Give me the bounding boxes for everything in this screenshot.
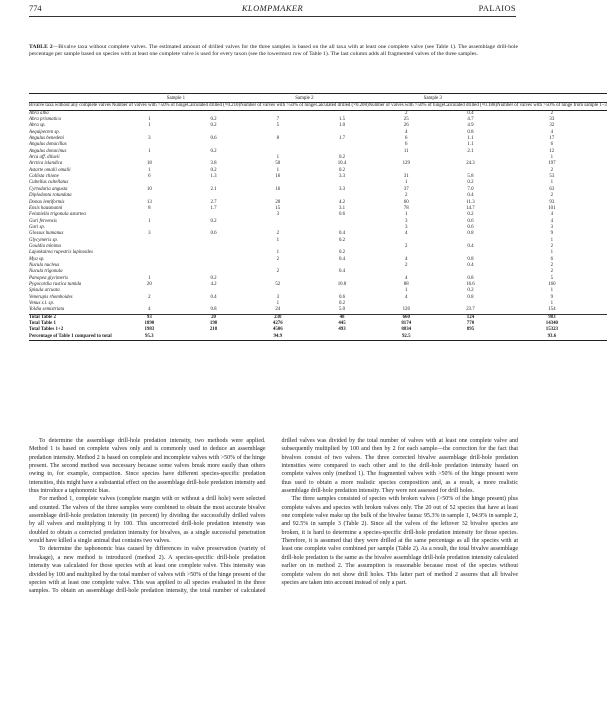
table-cell: 3.3 bbox=[338, 174, 346, 180]
table-cell: 13 bbox=[146, 199, 152, 205]
table-cell: 4 bbox=[550, 218, 554, 224]
total-label: Total Table 2 bbox=[29, 314, 112, 321]
taxon-name: Nucula trigonula bbox=[29, 269, 63, 275]
taxon-name: Abra sp. bbox=[29, 123, 46, 129]
table-cell: 0.2 bbox=[210, 117, 217, 123]
table-cell: 0.2 bbox=[467, 212, 474, 218]
table-cell: 4.2 bbox=[210, 281, 217, 287]
column-header: Calculated drilled (×0.210) bbox=[186, 103, 241, 109]
table-cell: 0.6 bbox=[338, 294, 346, 300]
table-cell: 3 bbox=[550, 224, 554, 230]
body-paragraph: To determine the taphonomic bias caused by differences in valve preservation (variety of breakage), a new method is introduced (method 2). A species-specific drill-hole predation intensity was calculated for those species with at least one complete valve. This intensity was divided by 100 and multiplied by the total number of valves with >50% of the hinge present of the species with at least one complete valve. This was applied to all species evaluated in the three samples. To obtain an assemblage drill-hole predation intensity, the total number of calculated drilled valves was divided by the total number of valves with at least one complete valve and subsequently multiplied by 100 and then by 2 for each sample—the correction for the fact that bivalves consist of two valves. The three corrected bivalve assemblage drill-hole predation intensities were compared to each other and to the drill-hole predation intensity based on complete valves only (method 1). The fragmented valves with >50% of the hinge present were thus used to obtain a more realistic species composition and, as a result, a more realistic assemblage drill-hole predation intensity. They were not assessed for drill holes. bbox=[29, 438, 518, 595]
table-cell: 1 bbox=[276, 155, 280, 161]
table-cell: 1 bbox=[550, 237, 554, 243]
table-cell: 3 bbox=[148, 231, 151, 237]
table-cell: 0.2 bbox=[338, 155, 346, 161]
table-cell: 1 bbox=[276, 167, 280, 173]
table-cell: 2 bbox=[550, 262, 554, 268]
table-cell: 6 bbox=[550, 142, 554, 148]
table-cell: 33 bbox=[549, 117, 555, 123]
table-cell: 12 bbox=[549, 148, 555, 154]
table-cell: 3 bbox=[405, 224, 408, 230]
table-cell: 160 bbox=[548, 281, 556, 287]
table-cell: 15323 bbox=[545, 327, 558, 333]
table-cell: 0.4 bbox=[210, 294, 217, 300]
column-header: Calculated drilled (×0.188) bbox=[443, 103, 498, 109]
group-sample-2: Sample 2 bbox=[240, 96, 368, 103]
table-cell: 4 bbox=[148, 307, 151, 313]
table-caption-text: —Bivalve taxa without complete valves. The estimated amount of drilled valves for the three samples is based on the all taxa with at least one complete valve (see Table 1). The assemblage drill-hole percentage per sample based on species with at least one complete valve is used for every taxon (see the lowermost row of Table 1). The last column adds all fragmented valves of the three samples. bbox=[29, 44, 518, 58]
taxon-name: Panopea glycimeris bbox=[29, 275, 68, 281]
table-cell: 4.7 bbox=[467, 117, 474, 123]
table-cell: 124 bbox=[444, 314, 497, 321]
table-cell: 10 bbox=[146, 186, 152, 192]
table-cell: 4 bbox=[550, 212, 554, 218]
table-cell: 37 bbox=[403, 186, 409, 192]
table-cell: 0.2 bbox=[210, 167, 217, 173]
table-cell: 445 bbox=[338, 321, 346, 327]
table-cell: 3 bbox=[276, 212, 280, 218]
table-cell: 0.4 bbox=[467, 193, 474, 199]
taxon-name: Venus s.l. sp. bbox=[29, 301, 55, 306]
table-cell: 0.2 bbox=[338, 301, 346, 306]
table-cell: 1.7 bbox=[338, 136, 346, 142]
body-text bbox=[29, 437, 518, 596]
table-cell: 63 bbox=[549, 186, 555, 192]
table-cell: 94.9 bbox=[240, 334, 315, 341]
running-header bbox=[29, 4, 516, 17]
table-cell: 15 bbox=[275, 205, 281, 211]
taxon-name: Nucula nucleus bbox=[29, 262, 60, 268]
taxon-name: Lajonkairea rupestris lapinoides bbox=[29, 250, 93, 256]
table-cell: 1 bbox=[550, 250, 554, 256]
table-cell: 0.6 bbox=[338, 212, 346, 218]
table-cell: 129 bbox=[402, 161, 410, 167]
table-cell: 218 bbox=[209, 327, 218, 333]
table-cell: 14.7 bbox=[466, 205, 475, 211]
taxon-name: Arctica islandica bbox=[29, 161, 63, 167]
table-cell bbox=[187, 334, 240, 341]
table-cell: 1 bbox=[276, 301, 280, 306]
table-cell: 0.2 bbox=[210, 275, 217, 281]
table-cell: 6 bbox=[405, 142, 408, 148]
table-cell: 24.3 bbox=[466, 161, 475, 167]
taxon-name: Gari fervensis bbox=[29, 218, 57, 224]
taxon-name: Felaniella trigonula astartea bbox=[29, 212, 86, 218]
taxon-name: Diplodonta rotundata bbox=[29, 193, 72, 199]
table-cell: 1 bbox=[550, 180, 554, 186]
table-cell: 0.2 bbox=[467, 288, 474, 294]
table-cell: 50 bbox=[275, 161, 281, 167]
table-cell: 2 bbox=[550, 193, 554, 199]
table-cell: 32 bbox=[549, 123, 555, 129]
table-cell: 93.6 bbox=[497, 334, 607, 341]
body-paragraph: The three samples consisted of species with broken valves (>50% of the hinge present) plus complete valves and species with broken valves only. The 20 out of 52 species that have at least one complete valve make up the bulk of the bivalve fauna: 95.3% in sample 1, 94.9% in sample 2, and 92.5% in sample 3 (Table 2). Since all the valves of the leftover 32 bivalve species are broken, it is hard to determine a species-specific drill-hole predation intensity for those species. Therefore, it is assumed that they were drilled at the same percentage as all the species with at least one complete valve combined per sample (Table 2). As a result, the total bivalve assemblage drill-hole predation is the same as the bivalve assemblage drill-hole predation intensity calculated earlier on in method 2. The assumption is reasonable because most of the species without complete valves do not show drill holes. This latter part of method 2 assures that all bivalve species are taken into account instead of only a part. bbox=[281, 496, 518, 586]
table-cell: 10.8 bbox=[337, 281, 347, 287]
table-cell: 0.4 bbox=[467, 262, 474, 268]
table-cell: 154 bbox=[548, 307, 556, 313]
table-cell: 1 bbox=[148, 167, 151, 173]
column-header: Number of valves with >50% of hinge bbox=[240, 103, 316, 109]
table-row bbox=[29, 307, 607, 314]
page-number: 774 bbox=[29, 4, 42, 13]
table-cell: 4.9 bbox=[467, 123, 474, 129]
table-cell: 1 bbox=[405, 288, 408, 294]
table-cell: 2 bbox=[276, 269, 280, 275]
table-cell: 4.2 bbox=[338, 199, 346, 205]
table-cell bbox=[187, 110, 240, 117]
table-cell: 1 bbox=[550, 155, 554, 161]
taxon-name: Astarte omalii omalii bbox=[29, 167, 71, 173]
table-cell: 4506 bbox=[272, 327, 283, 333]
taxon-name: Gari sp. bbox=[29, 224, 46, 230]
column-header: Number of valves with >50% of hinge bbox=[368, 103, 444, 109]
table-cell: 0.4 bbox=[338, 269, 346, 275]
table-cell: 230 bbox=[240, 314, 315, 321]
table-cell: 1.1 bbox=[467, 136, 474, 142]
taxon-name: Aequipecten sp. bbox=[29, 129, 60, 135]
taxon-name: Cultellus cultellatus bbox=[29, 180, 69, 186]
table-cell: 0.8 bbox=[467, 256, 474, 262]
table-cell: 101 bbox=[548, 205, 556, 211]
table-cell: 0.2 bbox=[210, 148, 217, 154]
table-cell: 4 bbox=[405, 256, 408, 262]
table-cell: 1.0 bbox=[338, 123, 346, 129]
table-cell: 1.5 bbox=[338, 117, 346, 123]
table-cell: 8834 bbox=[401, 327, 412, 333]
table-cell: 5.8 bbox=[467, 174, 474, 180]
total-label: Total Tables 1+2 bbox=[29, 327, 64, 333]
table-cell: 0.2 bbox=[338, 250, 346, 256]
table-cell: 0.4 bbox=[338, 256, 346, 262]
table-cell bbox=[240, 110, 315, 117]
table-cell: 1983 bbox=[144, 327, 155, 333]
table-cell: 0.8 bbox=[210, 307, 217, 313]
table-cell: 1.7 bbox=[210, 205, 217, 211]
table-caption-label: TABLE 2 bbox=[29, 44, 53, 50]
table-cell: 0.2 bbox=[467, 180, 474, 186]
taxon-name: Angulus benedeni bbox=[29, 136, 64, 142]
table-cell: 20 bbox=[275, 199, 281, 205]
total-label: Percentage of Table 1 compared to total bbox=[29, 333, 112, 339]
table-cell: 0.8 bbox=[467, 275, 474, 281]
total-row bbox=[29, 314, 607, 321]
table-cell: 20 bbox=[146, 281, 152, 287]
table-cell: 3 bbox=[405, 218, 408, 224]
table-cell: 23.7 bbox=[466, 307, 475, 313]
taxon-name: Yoldia semistriata bbox=[29, 307, 65, 313]
table-cell: 1 bbox=[148, 117, 151, 123]
table-cell bbox=[315, 110, 368, 117]
table-cell bbox=[444, 334, 497, 341]
table-cell: 16 bbox=[275, 186, 281, 192]
taxon-name: Angulus donacillus bbox=[29, 142, 67, 148]
table-cell: 5 bbox=[550, 275, 554, 281]
taxon-name: Abra alba bbox=[29, 110, 49, 116]
table-cell: 93 bbox=[549, 199, 555, 205]
table-cell: 1 bbox=[405, 212, 408, 218]
table-cell: 0.6 bbox=[467, 224, 474, 230]
table-cell: 5 bbox=[276, 123, 280, 129]
table-cell: 2 bbox=[550, 243, 554, 249]
table-cell: 2 bbox=[405, 243, 408, 249]
table-cell: 3 bbox=[148, 136, 151, 142]
taxon-name: Ensis hausmanni bbox=[29, 205, 63, 211]
table-cell: 31 bbox=[403, 174, 409, 180]
table-cell: 9 bbox=[550, 294, 554, 300]
table-cell: 3 bbox=[276, 294, 280, 300]
column-header: Number of valves with >50% of hinge from sample 1–3 bbox=[497, 103, 607, 109]
table-cell: 9 bbox=[550, 231, 554, 237]
table-caption bbox=[29, 44, 518, 59]
taxon-name: Glycymeris sp. bbox=[29, 237, 59, 243]
table-cell: 0.4 bbox=[467, 110, 474, 116]
table-cell: 126 bbox=[402, 307, 410, 313]
table-cell: 1 bbox=[148, 148, 151, 154]
taxon-name: Pygocardia rustica tumida bbox=[29, 281, 82, 287]
column-header: Calculated drilled (×0.208) bbox=[315, 103, 369, 109]
table-cell: 197 bbox=[548, 161, 556, 167]
running-head-author: KLOMPMAKER bbox=[241, 4, 304, 13]
table-cell: 8 bbox=[276, 136, 280, 142]
body-paragraph: For method 1, complete valves (complete margin with or without a drill hole) were selected and counted. The valves of the three samples were combined to obtain the most accurate bivalve assemblage drill-hole predation intensity (in percent) by dividing the successfully drilled valves by all valves and multiplying it by 100. This uncorrected drill-hole predation intensity was doubled to obtain a corrected predation intensity for bivalves, as a single successful penetration would have killed a single animal that contains two valves. bbox=[29, 496, 266, 545]
taxon-name: Spisula arcuata bbox=[29, 288, 60, 294]
table-cell bbox=[112, 110, 187, 117]
table-cell: 2 bbox=[276, 256, 280, 262]
table-cell: 2 bbox=[276, 231, 280, 237]
table-cell: 60 bbox=[403, 199, 409, 205]
table-cell: 983 bbox=[497, 314, 607, 321]
table-cell: 0.8 bbox=[467, 231, 474, 237]
table-cell: 0.2 bbox=[338, 167, 346, 173]
table-cell: 2.1 bbox=[210, 186, 217, 192]
taxon-name: Venerupis rhomboides bbox=[29, 294, 73, 300]
table-cell: 0.6 bbox=[210, 231, 217, 237]
table-cell: 770 bbox=[466, 321, 475, 327]
table-cell: 0.2 bbox=[210, 123, 217, 129]
table-cell: 6 bbox=[550, 256, 554, 262]
table-cell: 8174 bbox=[401, 321, 412, 327]
table-cell: 93 bbox=[112, 314, 187, 321]
table-cell: 95.3 bbox=[112, 334, 187, 341]
table-cell: 0.4 bbox=[338, 231, 346, 237]
table-cell: 895 bbox=[466, 327, 475, 333]
table-cell: 20 bbox=[187, 314, 240, 321]
body-paragraph: To determine the assemblage drill-hole predation intensity, two methods were applied. Method 1 is based on complete valves only and is commonly used to deduce an assemblage predation intensity. Method 2 is based on complete and incomplete valves with >50% of the hinge present. The second method was necessary because some valves break more easily than others owing to, for example, compaction. Since species have different species-specific predation intensities, this might have a substantial effect on the assemblage drill-hole predation intensity and thus introduce a taphonomic bias. bbox=[29, 438, 266, 495]
table-cell: 198 bbox=[209, 321, 218, 327]
table-cell: 16.6 bbox=[466, 281, 475, 287]
table-cell bbox=[315, 334, 368, 341]
table-cell: 10.4 bbox=[337, 161, 347, 167]
table-cell: 7 bbox=[276, 117, 280, 123]
table-cell: 0.6 bbox=[467, 218, 474, 224]
table-cell: 1 bbox=[148, 275, 151, 281]
table-cell: 6 bbox=[148, 174, 151, 180]
table-cell: 2 bbox=[405, 262, 408, 268]
table-cell: 48 bbox=[315, 314, 368, 321]
table-cell: 5.0 bbox=[338, 307, 346, 313]
table-cell: 18 bbox=[146, 161, 152, 167]
table-row bbox=[29, 110, 607, 117]
table-cell: 88 bbox=[403, 281, 409, 287]
taxon-name: Callista chione bbox=[29, 174, 59, 180]
table-cell: 8 bbox=[148, 205, 151, 211]
table-body bbox=[29, 110, 607, 340]
table-cell: 1 bbox=[276, 250, 280, 256]
taxon-name: Cyrtodaria angusta bbox=[29, 186, 68, 192]
table-cell: 2.7 bbox=[210, 199, 217, 205]
table-cell: 24 bbox=[275, 307, 281, 313]
table-cell: 4 bbox=[405, 129, 408, 135]
table-cell: 4 bbox=[405, 231, 408, 237]
table-cell: 1 bbox=[276, 237, 280, 243]
table-cell: 1 bbox=[405, 180, 408, 186]
table-cell: 1890 bbox=[144, 321, 155, 327]
sample-group-row bbox=[29, 96, 607, 103]
table-cell: 1 bbox=[148, 218, 151, 224]
group-sample-1: Sample 1 bbox=[112, 96, 240, 103]
taxon-name: Mya sp. bbox=[29, 256, 45, 262]
total-row bbox=[29, 334, 607, 341]
table-cell: 17 bbox=[549, 136, 555, 142]
table-cell: 7.0 bbox=[467, 186, 474, 192]
table-cell: 0.2 bbox=[338, 237, 346, 243]
taxon-name: Abra prismatica bbox=[29, 117, 61, 123]
table-cell: 2 bbox=[550, 110, 554, 116]
group-sample-3: Sample 3 bbox=[369, 96, 497, 103]
table-cell: 0.2 bbox=[210, 218, 217, 224]
table-cell: 6 bbox=[405, 136, 408, 142]
table-cell: 52 bbox=[275, 281, 281, 287]
table-cell: 4 bbox=[405, 275, 408, 281]
table-cell: 2.1 bbox=[467, 148, 474, 154]
total-label: Total Table 1 bbox=[29, 321, 56, 327]
table-cell: 0.8 bbox=[467, 294, 474, 300]
table-cell: 493 bbox=[338, 327, 346, 333]
taxon-name: Angulus donacinus bbox=[29, 148, 67, 154]
table-cell: 0.8 bbox=[467, 129, 474, 135]
taxon-name: Donax lentiformis bbox=[29, 199, 65, 205]
table-cell: 1 bbox=[550, 288, 554, 294]
column-header: Number of valves with >50% of hinge bbox=[111, 103, 187, 109]
table-cell: 3.8 bbox=[210, 161, 217, 167]
table-cell: 11.3 bbox=[466, 199, 475, 205]
table-cell: 53 bbox=[549, 174, 555, 180]
table-cell: 2 bbox=[405, 193, 408, 199]
table-cell: 1.3 bbox=[210, 174, 217, 180]
table-cell: 2 bbox=[148, 294, 151, 300]
table-cell: 2 bbox=[405, 110, 408, 116]
table-cell: 4 bbox=[405, 294, 408, 300]
table-cell: 92.5 bbox=[369, 334, 444, 341]
table-cell: 16 bbox=[275, 174, 281, 180]
table-cell: 14340 bbox=[545, 321, 558, 327]
data-table bbox=[29, 93, 607, 341]
journal-name: PALAIOS bbox=[478, 4, 516, 13]
taxon-name: Gouldia minima bbox=[29, 243, 61, 249]
table-cell: 1.1 bbox=[467, 142, 474, 148]
table-cell: 26 bbox=[403, 123, 409, 129]
table-cell: 2 bbox=[550, 269, 554, 275]
table-cell: 3.3 bbox=[338, 186, 346, 192]
table-cell: 11 bbox=[403, 148, 409, 154]
table-cell: 0.4 bbox=[467, 243, 474, 249]
table-cell: 4276 bbox=[272, 321, 283, 327]
table-cell: 0.6 bbox=[210, 136, 217, 142]
table-cell: 1 bbox=[550, 301, 554, 306]
table-cell: 78 bbox=[403, 205, 409, 211]
taxon-name: Arca aff. diluvii bbox=[29, 155, 60, 161]
table-cell: 1 bbox=[148, 123, 151, 129]
table-cell: 660 bbox=[369, 314, 444, 321]
table-cell: 3.1 bbox=[338, 205, 346, 211]
column-header-row bbox=[29, 103, 607, 110]
column-header: Bivalve taxa without any complete valves bbox=[29, 103, 111, 109]
taxon-name: Glossus humanus bbox=[29, 231, 64, 237]
table-cell: 25 bbox=[403, 117, 409, 123]
table-cell: 2 bbox=[550, 167, 554, 173]
table-cell: 4 bbox=[550, 129, 554, 135]
